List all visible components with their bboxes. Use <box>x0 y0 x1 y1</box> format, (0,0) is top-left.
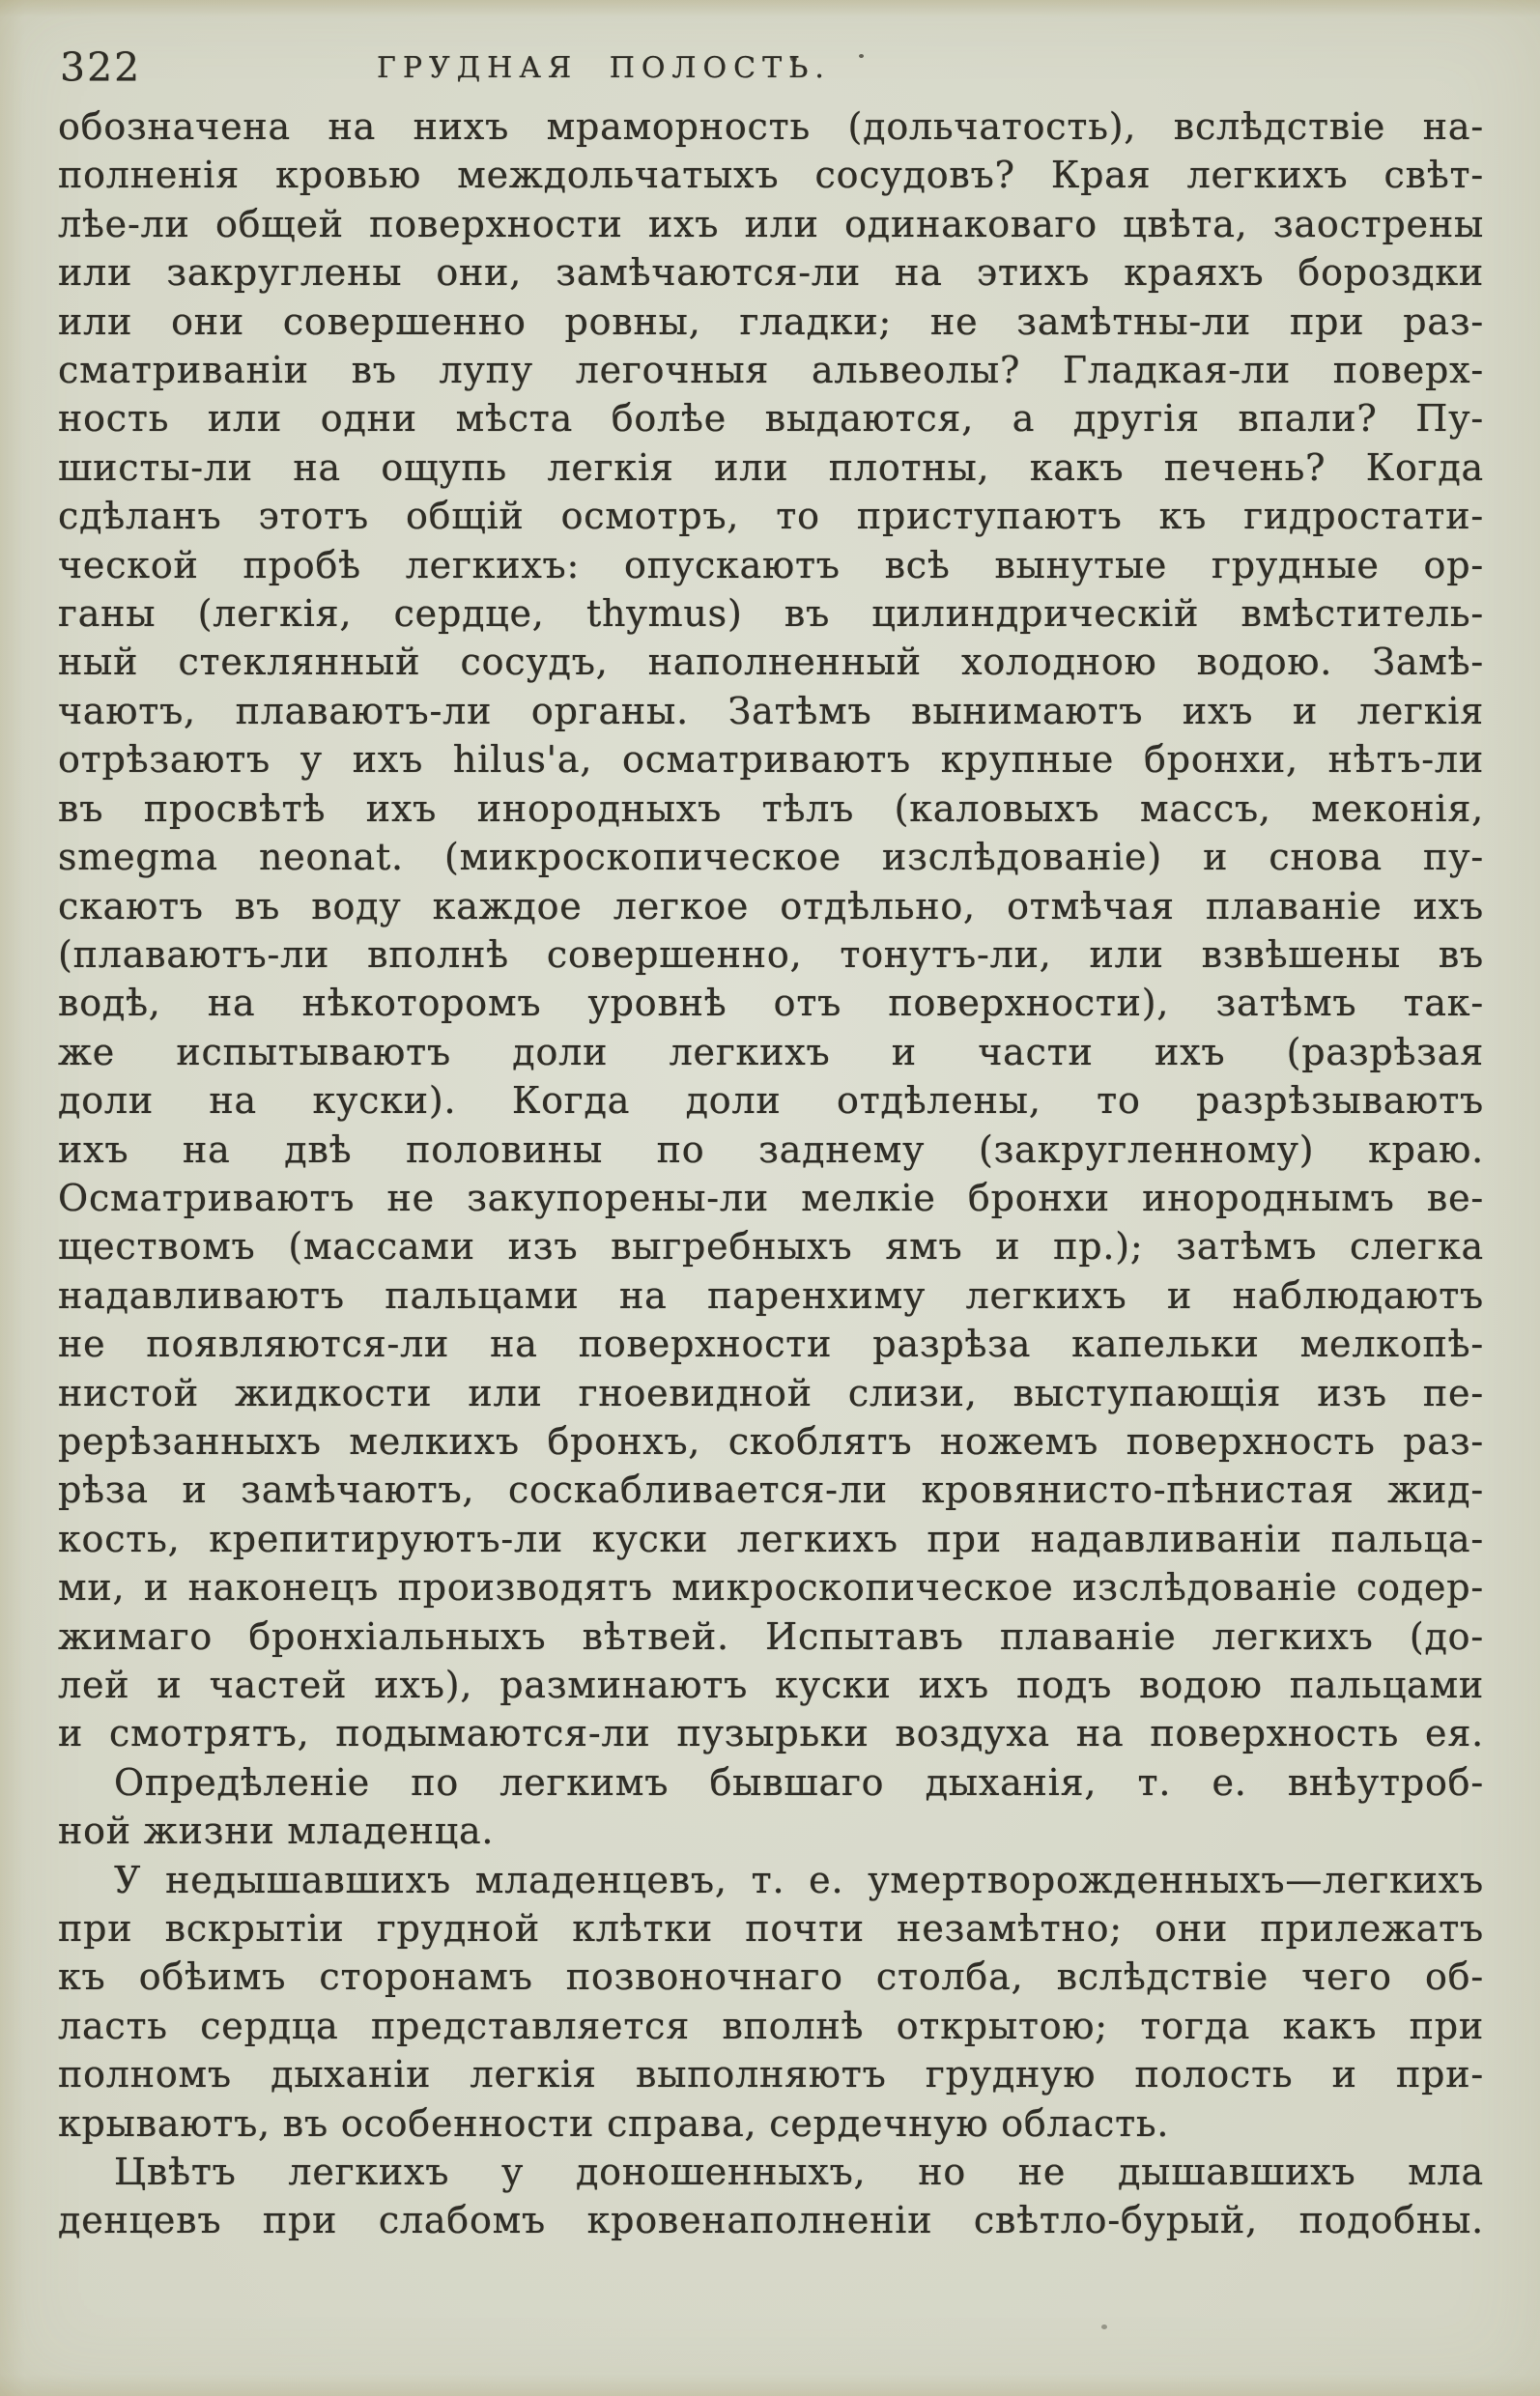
text-line: У недышавшихъ младенцевъ, т. е. умертворожденныхъ—легкихъ <box>114 1858 1484 1901</box>
text-line: кость, крепитируютъ-ли куски легкихъ при надавливаніи пальца- <box>58 1517 1484 1560</box>
text-line: чаютъ, плаваютъ-ли органы. Затѣмъ вынимаютъ ихъ и легкія <box>58 689 1484 732</box>
text-line: къ обѣимъ сторонамъ позвоночнаго столба, вслѣдствіе чего об- <box>58 1955 1484 1999</box>
text-line: smegma neonat. (микроскопическое изслѣдованіе) и снова пу- <box>58 836 1484 879</box>
text-line: лей и частей ихъ), разминаютъ куски ихъ подъ водою пальцами <box>58 1664 1484 1706</box>
text-line: ласть сердца представляется вполнѣ открытою; тогда какъ при <box>58 2004 1484 2047</box>
text-line: сматриваніи въ лупу легочныя альвеолы? Гладкая-ли поверх- <box>58 349 1484 392</box>
text-line: въ просвѣтѣ ихъ инородныхъ тѣлъ (каловыхъ массъ, меконія, <box>58 786 1484 830</box>
text-line: и смотрятъ, подымаются-ли пузырьки воздуха на поверхность ея. <box>58 1712 1484 1755</box>
text-line: ганы (легкія, сердце, thymus) въ цилиндрическій вмѣститель- <box>58 592 1484 636</box>
text-line: отрѣзаютъ у ихъ hilus'а, осматриваютъ крупные бронхи, нѣтъ-ли <box>58 738 1484 782</box>
text-line: ность или одни мѣста болѣе выдаются, а другія впали? Пу- <box>58 397 1484 441</box>
page-number: 322 <box>60 44 142 91</box>
page-header <box>0 44 1540 95</box>
text-line: денцевъ при слабомъ кровенаполненіи свѣтло-бурый, подобны. <box>58 2199 1484 2242</box>
text-line: ихъ на двѣ половины по заднему (закругленному) краю. <box>58 1127 1484 1171</box>
text-line: скаютъ въ воду каждое легкое отдѣльно, отмѣчая плаваніе ихъ <box>58 884 1484 927</box>
text-line: рерѣзанныхъ мелкихъ бронхъ, скоблятъ ножемъ поверхность раз- <box>58 1419 1484 1463</box>
text-line: Цвѣтъ легкихъ у доношенныхъ, но не дышавшихъ мла <box>114 2151 1484 2194</box>
text-block <box>58 102 1484 2245</box>
text-line: рѣза и замѣчаютъ, соскабливается-ли кровянисто-пѣнистая жид- <box>58 1469 1484 1512</box>
text-line: водѣ, на нѣкоторомъ уровнѣ отъ поверхности), затѣмъ так- <box>58 982 1484 1025</box>
text-line: лѣе-ли общей поверхности ихъ или одинаковаго цвѣта, заострены <box>58 202 1484 245</box>
text-line: (плаваютъ-ли вполнѣ совершенно, тонутъ-ли, или взвѣшены въ <box>58 932 1484 976</box>
text-line: или они совершенно ровны, гладки; не замѣтны-ли при раз- <box>58 300 1484 343</box>
text-line: Осматриваютъ не закупорены-ли мелкіе бронхи инороднымъ ве- <box>58 1176 1484 1219</box>
text-line: ный стеклянный сосудъ, наполненный холодною водою. Замѣ- <box>58 641 1484 684</box>
text-line: при вскрытіи грудной клѣтки почти незамѣтно; они прилежатъ <box>58 1907 1484 1951</box>
text-line: надавливаютъ пальцами на паренхиму легкихъ и наблюдаютъ <box>58 1273 1484 1317</box>
text-line: обозначена на нихъ мраморность (дольчатость), вслѣдствіе на- <box>58 105 1484 148</box>
dust-speck <box>1101 2325 1107 2329</box>
text-line: крываютъ, въ особенности справа, сердечную область. <box>58 2101 1170 2145</box>
text-line: ческой пробѣ легкихъ: опускаютъ всѣ вынутые грудные ор- <box>58 543 1484 586</box>
text-line: полненія кровью междольчатыхъ сосудовъ? Края легкихъ свѣт- <box>58 154 1484 197</box>
text-line: ществомъ (массами изъ выгребныхъ ямъ и пр.); затѣмъ слегка <box>58 1225 1484 1269</box>
running-title: ГРУДНАЯ ПОЛОСТЬ. <box>377 51 831 85</box>
text-line: Опредѣленіе по легкимъ бывшаго дыханія, т. е. внѣутроб- <box>114 1760 1484 1804</box>
text-line: ной жизни младенца. <box>58 1810 495 1853</box>
text-line: жимаго бронхіальныхъ вѣтвей. Испытавъ плаваніе легкихъ (до- <box>58 1614 1484 1658</box>
text-line: шисты-ли на ощупь легкія или плотны, какъ печень? Когда <box>58 445 1484 489</box>
text-line: нистой жидкости или гноевидной слизи, выступающія изъ пе- <box>58 1371 1484 1414</box>
text-line: же испытываютъ доли легкихъ и части ихъ (разрѣзая <box>58 1030 1484 1073</box>
text-line: сдѣланъ этотъ общій осмотръ, то приступаютъ къ гидростати- <box>58 495 1484 538</box>
text-line: не появляются-ли на поверхности разрѣза капельки мелкопѣ- <box>58 1323 1484 1366</box>
text-line: полномъ дыханіи легкія выполняютъ грудную полость и при- <box>58 2053 1484 2096</box>
text-line: доли на куски). Когда доли отдѣлены, то разрѣзываютъ <box>58 1079 1484 1123</box>
text-line: ми, и наконецъ производятъ микроскопическое изслѣдованіе содер- <box>58 1566 1484 1610</box>
text-line: или закруглены они, замѣчаются-ли на этихъ краяхъ бороздки <box>58 251 1484 295</box>
